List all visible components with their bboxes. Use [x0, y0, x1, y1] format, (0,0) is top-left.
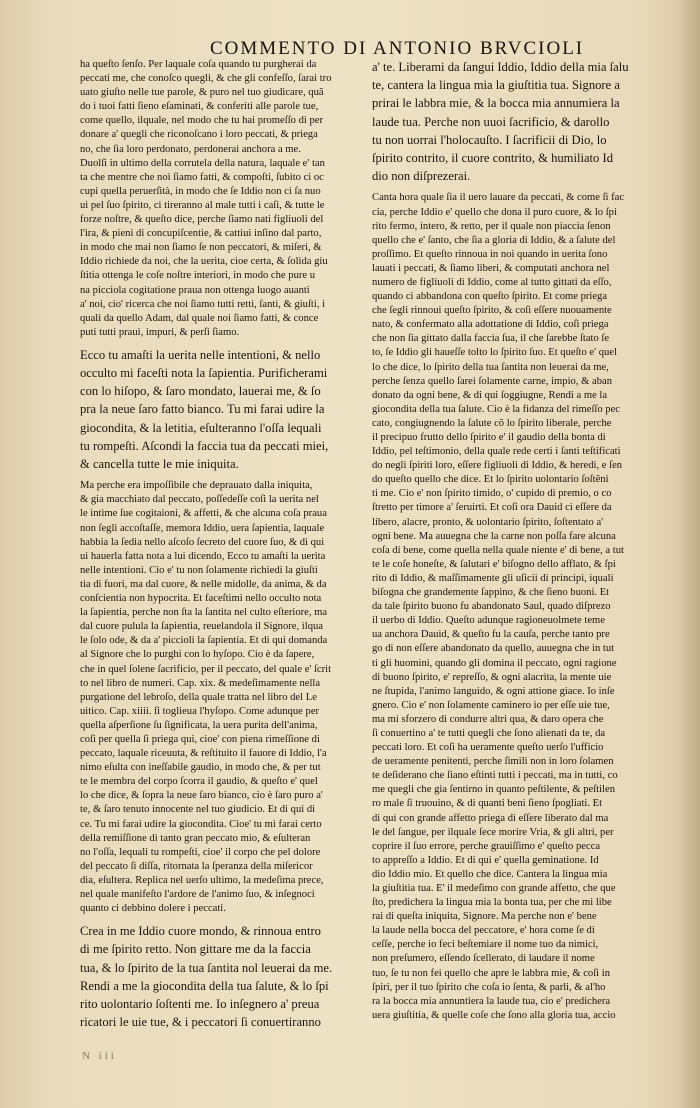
text-line: di buono ſpirito, e' repreſſo, & ogni alacrita, la mente uie: [372, 671, 612, 683]
text-line: & cancella tutte le mie iniquita.: [80, 457, 239, 472]
running-head: COMMENTO DI ANTONIO BRVCIOLI: [210, 38, 585, 59]
text-line: de ueramente penitenti, perche ſimili non in loro ſolamen: [372, 756, 614, 768]
psalm-verse: [372, 58, 680, 185]
text-line: ti gli huomini, quando gli domina il peccato, ogni ragione: [372, 657, 617, 669]
text-line: na picciola cogitatione praua non ottenga luogo auanti: [80, 284, 310, 296]
text-line: do queſto quello che dice. Et lo ſpirito uolontario ſoſtẽni: [372, 474, 609, 486]
text-line: rito di Iddio, & maſſimamente gli uſicii di principi, iquali: [372, 572, 614, 584]
text-line: do i tuoi fatti ſieno eſaminati, & conferiti alle parole tue,: [80, 101, 319, 113]
text-line: tua, & lo ſpirito de la tua ſantita nol leuerai da me.: [80, 960, 333, 975]
text-line: tia di fuori, ma dal cuore, & nelle midolle, da anima, & da: [80, 578, 327, 590]
text-line: la ſapientia, perche non ſta la ſantita nel culto eſteriore, ma: [80, 607, 328, 619]
text-line: biſogna che grandemente ſappino, & che ſieno buoni. Et: [372, 587, 610, 599]
commentary-paragraph: [80, 479, 390, 916]
text-line: puti tutti praui, impuri, & perſi ſiamo.: [80, 326, 240, 338]
text-line: te, & ſaro tenuto innocente nel tuo giudicio. Et di qui di: [80, 804, 316, 816]
text-line: tuo, ſe tu non fei quello che apre le labbra mie, & coſi in: [372, 967, 610, 979]
text-line: Ecco tu amaſti la uerita nelle intentioni, & nello: [80, 347, 321, 362]
text-line: Canta hora quale ſia il uero lauare da peccati, & come ſi fac: [372, 192, 625, 204]
text-line: to appreſſo a Iddio. Et di qui e' quella geminatione. Id: [372, 854, 599, 866]
text-line: ta che mentre che noi ſiamo fatti, & compoſti, ſubito ci oc: [80, 171, 324, 183]
text-line: libero, alacre, pronto, & uolontario ſpirito, ſoſtentato a': [372, 516, 604, 528]
text-line: ro male ſi truouino, & di quanti beni ſieno ſpogliati. Et: [372, 798, 603, 810]
text-line: to, ſe Iddio gli haueſſe tolto lo ſpirito ſuo. Et queſto e' quel: [372, 347, 617, 359]
commentary-paragraph: [80, 58, 390, 340]
text-line: che in quel ſolene ſacrificio, per il peccato, del quale e' ſcrit: [80, 663, 332, 675]
text-line: di qui con grande affetto priega di eſſere liberato dal ma: [372, 812, 609, 824]
text-line: nimo eſulta con ineſſabile gaudio, in modo che, & per tut: [80, 762, 321, 774]
text-line: ti me. Cio e' non ſpirito timido, o' cupido di premio, o co: [372, 488, 612, 500]
text-line: te le coſe honeſte, & ſalutari e' biſogno dello afflato, & ſpi: [372, 558, 616, 570]
text-line: ne ſtupida, l'animo languido, & ogni attione giace. Io inſe: [372, 685, 615, 697]
text-line: in modo che mai non ſiamo ſe non peccatori, & miſeri, &: [80, 242, 322, 254]
text-line: l'ira, & pieni di concupiſcentie, & cattiui inſino dal parto,: [80, 228, 322, 240]
text-line: peccato, laquale riceuuta, & reſtituito il fauore di Iddio, l'a: [80, 748, 327, 760]
text-line: numero de figliuoli di Iddio, come al tutto gittati da eſſo,: [372, 276, 612, 288]
text-line: ceſſe, perche io feci beſtemiare il nome tuo da nimici,: [372, 939, 599, 951]
text-line: Iddio richiede da noi, che la uerita, cioe certa, & ſolida giu: [80, 256, 328, 268]
text-line: ui hauerla fatta nota a lui dicendo, Ecco tu amaſti la uerita: [80, 550, 326, 562]
text-line: te deſiderano che ſiano eſtinti tutti i peccati, ma in tutti, co: [372, 770, 618, 782]
text-line: da tale ſpirito buono fu abandonato Saul, quado diſprezo: [372, 601, 611, 613]
text-line: nel quale manifeſto l'ardore de l'animo ſuo, & inſegnoci: [80, 889, 315, 901]
text-line: quanto ci debbino dolere i peccati.: [80, 903, 226, 915]
text-line: ſpiri, per il tuo ſpirito che coſa io ſenta, & parli, & al'ho: [372, 981, 606, 993]
text-line: ui pel ſuo ſpirito, ci tireranno al male tutti i caſi, & tutte le: [80, 199, 325, 211]
text-line: di me ſpirito retto. Non gittare me da la faccia: [80, 942, 311, 957]
text-line: nelle intentioni. Cio e' tu non ſolamente richiedi la giuſti: [80, 564, 318, 576]
text-line: Iddio, pel teſtimonio, della quale rede certi i ſanti teſtificati: [372, 446, 621, 458]
text-line: giocondita, & la letitia, eſulteranno l'oſſa lequali: [80, 420, 322, 435]
text-line: forze noſtre, & queſto dice, perche ſiamo nati figliuoli del: [80, 214, 324, 226]
text-line: con lo hiſopo, & ſaro mondato, lauerai me, & ſo: [80, 384, 321, 399]
text-line: prirai le labbra mie, & la bocca mia annumiera la: [372, 96, 620, 111]
text-line: & gia macchiato dal peccato, poſſedeſſe coſi la uerita nel: [80, 494, 319, 506]
text-line: ogni bene. Ma auuegna che la carne non poſſa fare alcuna: [372, 530, 616, 542]
text-line: le del ſangue, per ilquale ſece morire Vria, & gli altri, per: [372, 826, 614, 838]
text-line: pra la neue ſaro fatto bianco. Tu mi farai udire la: [80, 402, 325, 417]
text-line: cupi quella peruerſità, in modo che ſe Iddio non ci ſa nuo: [80, 185, 321, 197]
text-line: la laude nella bocca del peccatore, e' hora come ſe di: [372, 925, 595, 937]
text-line: ra la bocca mia annuntiera la laude tua, cio e' predichera: [372, 995, 611, 1007]
text-line: tu non uorrai l'holocauſto. I ſacrificii di Dio, lo: [372, 132, 607, 147]
text-line: ſto, predichera la lingua mia la bonta tua, per che mi libe: [372, 897, 612, 909]
text-line: giocondita della tua ſalute. Cio è la fidanza del rimeſſo pec: [372, 403, 620, 415]
text-line: quali da quello Adam, dal quale noi ſiamo fatti, & conce: [80, 312, 319, 324]
text-line: del peccato ſi diſſa, ritornata la ſperanza della miſericor: [80, 860, 313, 872]
text-line: dio non diſprezerai.: [372, 169, 471, 184]
text-line: le ſolo ode, & da a' piccioli la ſapientia. Et di qui domanda: [80, 635, 328, 647]
text-line: donato da ogni bene, & di qui ſoggiugne, Rendi a me la: [372, 389, 608, 401]
text-line: ricatori le uie tue, & i peccatori ſi conuertiranno: [80, 1015, 321, 1030]
text-line: conſcientia non hypocrita. Et faceſtimi nello occulto nota: [80, 593, 322, 605]
text-line: rito fermo, intero, & retto, per il quale non piaccia ſenon: [372, 220, 611, 232]
text-line: te, cantera la lingua mia la giuſtitia tua. Signore a: [372, 78, 620, 93]
text-line: coſi per quella ſi priega qui, cioe' con piena rimeſſione di: [80, 733, 320, 745]
psalm-verse: [80, 346, 390, 473]
text-line: me quegli che gia ſentirno in quanto peſtilente, & peſtilen: [372, 784, 615, 796]
text-line: ce. Tu mi farai udire la giocondita. Cioe' tu mi farai certo: [80, 818, 322, 830]
text-line: quello che e' ſanto, che ſia a gloria di Iddio, & a ſalute del: [372, 234, 616, 246]
text-line: rito uolontario ſoſtenti me. Io inſegnero a' preua: [80, 997, 320, 1012]
text-line: dio Iddio mio. Et quello che dice. Cantera la lingua mia: [372, 868, 608, 880]
text-line: te le membra del corpo ſcorra il gaudio, & queſto e' quel: [80, 776, 318, 788]
left-column: [80, 58, 390, 1031]
text-line: ſtretto per timore a' ſeruirti. Et coſi ora Dauid ci eſſere da: [372, 502, 612, 514]
text-line: come quello, ilquale, nel modo che tu hai promeſſo di per: [80, 115, 323, 127]
text-line: quella aſperſione ſu ſignificata, la uera purita dell'anima,: [80, 719, 318, 731]
text-line: ſi conuertino a' te tutti quegli che ſono alienati da te, da: [372, 727, 606, 739]
text-line: lo che dice, & ſopra la neue ſaro bianco, cio è ſaro puro a': [80, 790, 323, 802]
text-line: a' noi, cio' ricerca che noi ſiamo tutti retti, ſanti, & giuſti, i: [80, 298, 326, 310]
text-line: lo che dice, lo ſpirito della tua ſantita non leuerai da me,: [372, 361, 609, 373]
text-line: ua anchora Dauid, & queſto fu la cauſa, perche tanto pre: [372, 629, 610, 641]
text-line: della remiſſione di tanto gran peccato mio, & eſulteran: [80, 832, 311, 844]
text-line: rai di queſta iniquita, Signore. Ma perche non e' bene: [372, 911, 597, 923]
text-line: a' te. Liberami da ſangui Iddio, Iddio della mia ſalu: [372, 60, 629, 74]
text-line: la giuſtitia tua. E' il medeſimo con grande affetto, che que: [372, 883, 616, 895]
text-line: tu rompeſti. Aſcondi la faccia tua da peccati miei,: [80, 438, 329, 453]
text-line: uera giuſtitia, & quelle coſe che ſono alla gloria tua, accio: [372, 1009, 616, 1021]
page-edge-shadow: [678, 0, 700, 1108]
text-line: perche ſenza quello ſarei ſolamente carne, impio, & aban: [372, 375, 613, 387]
text-line: non preſumero, eſſendo ſcellerato, di laudare il nome: [372, 953, 595, 965]
text-line: to nel libro de numeri. Cap. xix. & medeſimamente nella: [80, 677, 321, 689]
text-line: habbia la ſedia nello aſcoſo ſecreto del cuore ſuo, & di qui: [80, 536, 325, 548]
psalm-verse: [80, 922, 390, 1031]
text-line: purgatione del lebroſo, della quale tratta nel libro del Le: [80, 691, 317, 703]
text-line: coprire il ſuo errore, perche grauiſſimo e' queſto pecca: [372, 840, 601, 852]
text-line: lauati i peccati, & ſiamo liberi, & computati anchora nel: [372, 262, 610, 274]
text-line: dia, eſultera. Replica nel uerſo ultimo, la medeſima prece,: [80, 874, 324, 886]
text-line: ſpirito contrito, il cuore contrito, & humiliato Id: [372, 151, 613, 166]
text-line: laude tua. Perche non uuoi ſacrificio, & darollo: [372, 114, 610, 129]
text-line: peccati loro. Et coſi ha ueramente queſto uerſo l'ufficio: [372, 742, 604, 754]
text-line: le intime ſue cogitaioni, & affetti, & che alcuna coſa praua: [80, 508, 327, 520]
text-line: Ma perche era impoſſibile che deprauato dalla iniquita,: [80, 480, 313, 492]
text-line: ſtitia ottenga le coſe noſtre interiori, in modo che pure u: [80, 270, 316, 282]
text-line: dal cuore pulula la ſapientia, reuelandola il Signore, ilqua: [80, 621, 323, 633]
text-line: che ſegli rinnoui queſto ſpirito, & coſi eſſere nuouamente: [372, 305, 612, 317]
text-line: Crea in me Iddio cuore mondo, & rinnoua entro: [80, 924, 321, 939]
text-line: il uerbo di Iddio. Queſto adunque ragioneuolmete teme: [372, 615, 605, 627]
text-line: uitico. Cap. xiiii. ſi toglieua l'hyſopo. Come adunque per: [80, 705, 320, 717]
text-line: che non ſia gittato dalla faccia ſua, il che ſarebbe ſtato ſe: [372, 333, 610, 345]
text-line: no l'oſſa, lequali tu rompeſti, cioe' il corpo che pel dolore: [80, 846, 321, 858]
text-line: il precipuo frutto dello ſpirito e' il gaudio della bonta di: [372, 432, 606, 444]
text-line: quando ci abbandona con queſto ſpirito. Et come priega: [372, 291, 608, 303]
text-line: occulto mi faceſti nota la ſapientia. Purificherami: [80, 366, 328, 381]
text-line: ma mi sforzero di condurre altri qua, & daro opera che: [372, 713, 604, 725]
text-line: go di non eſſere abandonato da quello, auuegna che in tut: [372, 643, 615, 655]
text-line: proſſimo. Et queſto rinnoua in noi quando in uerita ſono: [372, 248, 608, 260]
text-line: cia, perche Iddio e' quello che dona il puro cuore, & lo ſpi: [372, 206, 617, 218]
text-line: al Signore che lo purghi con lo hyſopo. Cio è da ſapere,: [80, 649, 315, 661]
text-line: nato, & confermato alla adottatione di Iddio, coſi priega: [372, 319, 609, 331]
text-line: donare a' quegli che riconoſcano i loro peccati, & priega: [80, 129, 318, 141]
text-line: gnero. Cio e' non ſolamente caminero io per eſſe uie tue,: [372, 699, 610, 711]
text-line: Rendi a me la giocondita della tua ſalute, & lo ſpi: [80, 978, 329, 993]
text-line: do negli ſpiriti loro, eſſere figliuoli di Iddio, & heredi, e ſen: [372, 460, 623, 472]
text-line: cato, congiugnendo la ſalute cõ lo ſpirito liberale, perche: [372, 417, 612, 429]
text-line: coſa di bene, come quella nella quale niente e' di bene, a tut: [372, 544, 624, 556]
text-line: peccati me, che conoſco quegli, & che gli confeſſo, ſarai tro: [80, 73, 332, 85]
text-line: Duolſi in ultimo della corrutela della natura, laquale e' tan: [80, 157, 325, 169]
commentary-paragraph: [372, 191, 680, 1023]
text-line: non ſegli accoſtaſſe, memora Iddio, uera ſapientia, laquale: [80, 522, 325, 534]
right-column: [372, 58, 680, 1023]
text-line: no, che ſia loro perdonato, perdonerai anchora a me.: [80, 143, 301, 155]
signature-mark: N iii: [82, 1050, 117, 1062]
text-line: uato giuſto nelle tue parole, & puro nel tuo giudicare, quã: [80, 87, 324, 99]
text-line: ha queſto ſenſo. Per laquale coſa quando tu purgherai da: [80, 59, 317, 70]
